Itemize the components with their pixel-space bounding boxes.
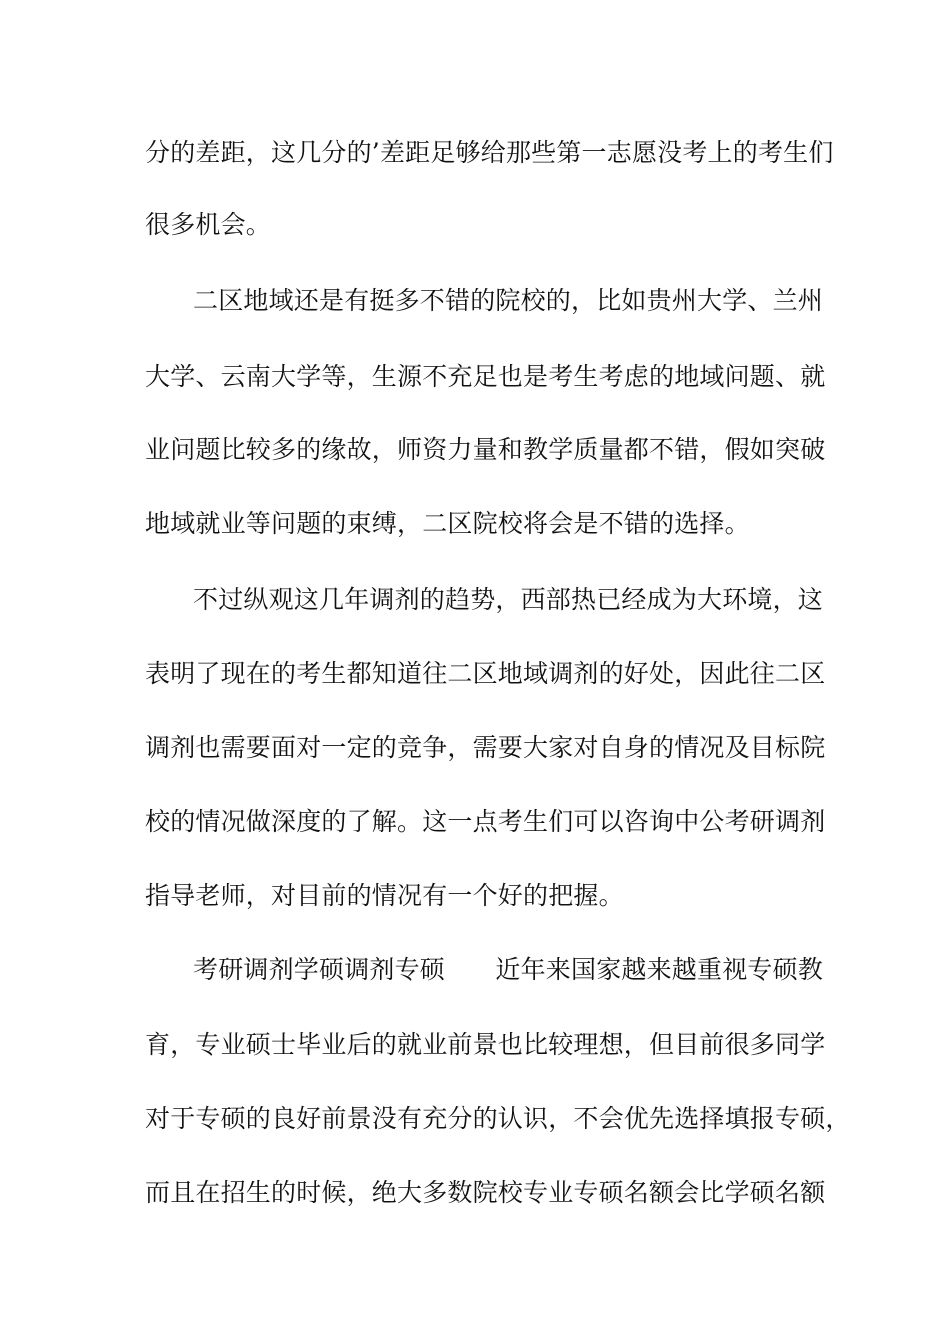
- paragraph-start-line: 二区地域还是有挺多不错的院校的，比如贵州大学、兰州: [193, 286, 824, 315]
- text-line: 业问题比较多的缘故，师资力量和教学质量都不错，假如突破: [145, 435, 826, 464]
- text-line: 育，专业硕士毕业后的就业前景也比较理想，但目前很多同学: [145, 1030, 826, 1059]
- text-line: 对于专硕的良好前景没有充分的认识，不会优先选择填报专硕，: [145, 1104, 851, 1133]
- text-line: 大学、云南大学等，生源不充足也是考生考虑的地域问题、就: [145, 362, 826, 391]
- text-line: 而且在招生的时候，绝大多数院校专业专硕名额会比学硕名额: [145, 1178, 826, 1207]
- text-line: 地域就业等问题的束缚，二区院校将会是不错的选择。: [145, 509, 750, 538]
- text-line: 校的情况做深度的了解。这一点考生们可以咨询中公考研调剂: [145, 807, 826, 836]
- text-line: 调剂也需要面对一定的竞争，需要大家对自身的情况及目标院: [145, 733, 826, 762]
- paragraph-start-line: 考研调剂学硕调剂专硕 近年来国家越来越重视专硕教: [193, 955, 824, 984]
- text-line: 指导老师，对目前的情况有一个好的把握。: [145, 881, 624, 910]
- text-line: 表明了现在的考生都知道往二区地域调剂的好处，因此往二区: [145, 659, 826, 688]
- text-line: 分的差距，这几分的’差距足够给那些第一志愿没考上的考生们: [145, 138, 834, 167]
- paragraph-start-line: 不过纵观这几年调剂的趋势，西部热已经成为大环境，这: [193, 585, 824, 614]
- text-line: 很多机会。: [145, 210, 272, 239]
